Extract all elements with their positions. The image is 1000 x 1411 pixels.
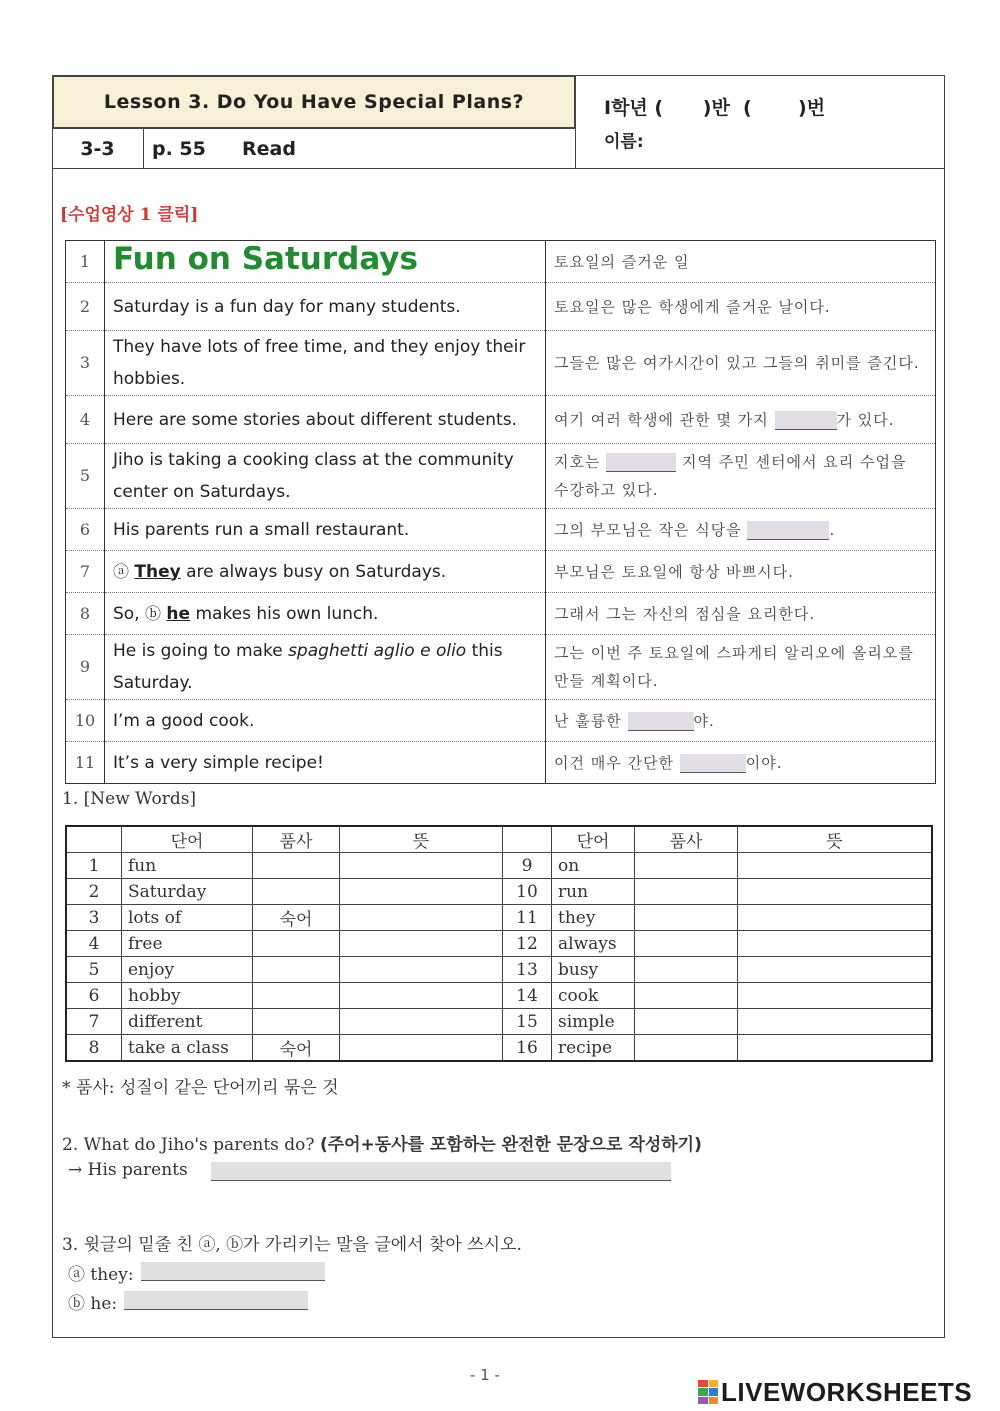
word: free bbox=[122, 931, 253, 957]
meaning-cell[interactable] bbox=[738, 853, 933, 879]
word: recipe bbox=[552, 1035, 635, 1062]
pos-note: * 품사: 성질이 같은 단어끼리 묶은 것 bbox=[62, 1078, 339, 1098]
meaning-cell[interactable] bbox=[738, 957, 933, 983]
pos-cell[interactable] bbox=[635, 957, 738, 983]
english-sentence: He is going to make spaghetti aglio e olio this Saturday. bbox=[105, 635, 546, 700]
pos-cell: 숙어 bbox=[253, 1035, 340, 1062]
table-row bbox=[66, 396, 936, 444]
meaning-cell[interactable] bbox=[738, 879, 933, 905]
word: simple bbox=[552, 1009, 635, 1035]
english-sentence: Saturday is a fun day for many students. bbox=[105, 283, 546, 331]
underlined-word: he bbox=[166, 603, 191, 624]
question-2-prompt: → His parents bbox=[68, 1160, 188, 1180]
col-header: 단어 bbox=[122, 826, 253, 853]
table-row bbox=[66, 331, 936, 396]
english-sentence: ⓐ They are always busy on Saturdays. bbox=[105, 551, 546, 593]
word: run bbox=[552, 879, 635, 905]
table-row bbox=[66, 700, 936, 742]
pos-cell[interactable] bbox=[253, 853, 340, 879]
word: always bbox=[552, 931, 635, 957]
section-number: 3-3 bbox=[52, 129, 144, 168]
word: on bbox=[552, 853, 635, 879]
reading-table bbox=[65, 240, 936, 784]
word: take a class bbox=[122, 1035, 253, 1062]
meaning-cell[interactable] bbox=[340, 957, 503, 983]
translation: 지호는 지역 주민 센터에서 요리 수업을 수강하고 있다. bbox=[546, 444, 936, 509]
answer-field-q3b[interactable] bbox=[124, 1291, 308, 1310]
english-sentence: His parents run a small restaurant. bbox=[105, 509, 546, 551]
pos-cell[interactable] bbox=[253, 983, 340, 1009]
row-number: 1 bbox=[66, 241, 105, 283]
word: cook bbox=[552, 983, 635, 1009]
word: busy bbox=[552, 957, 635, 983]
row-number: 2 bbox=[66, 283, 105, 331]
table-row bbox=[66, 551, 936, 593]
table-row: 3 lots of 숙어 11 they bbox=[66, 905, 932, 931]
new-words-table bbox=[65, 825, 933, 1062]
liveworksheets-logo bbox=[698, 1377, 972, 1407]
table-row: 7 different 15 simple bbox=[66, 1009, 932, 1035]
meaning-cell[interactable] bbox=[738, 983, 933, 1009]
word: different bbox=[122, 1009, 253, 1035]
pos-cell[interactable] bbox=[635, 931, 738, 957]
english-sentence: Jiho is taking a cooking class at the community center on Saturdays. bbox=[105, 444, 546, 509]
table-row bbox=[66, 444, 936, 509]
marker-b: ⓑ bbox=[145, 603, 162, 623]
meaning-cell[interactable] bbox=[340, 1009, 503, 1035]
col-header: 품사 bbox=[253, 826, 340, 853]
translation: 이건 매우 간단한 이야. bbox=[546, 742, 936, 784]
col-header bbox=[66, 826, 122, 853]
translation: 난 훌륭한 야. bbox=[546, 700, 936, 742]
word: Saturday bbox=[122, 879, 253, 905]
table-row: 6 hobby 14 cook bbox=[66, 983, 932, 1009]
underlined-word: They bbox=[134, 561, 181, 582]
table-row: 4 free 12 always bbox=[66, 931, 932, 957]
logo-icon bbox=[698, 1380, 718, 1404]
row-number: 3 bbox=[66, 331, 105, 396]
table-row bbox=[66, 742, 936, 784]
blank-input[interactable] bbox=[747, 521, 829, 540]
pos-cell[interactable] bbox=[635, 1035, 738, 1062]
video-link[interactable]: [수업영상 1 클릭] bbox=[60, 205, 199, 225]
translation: 부모님은 토요일에 항상 바쁘시다. bbox=[546, 551, 936, 593]
lesson-title: Lesson 3. Do You Have Special Plans? bbox=[52, 75, 576, 129]
meaning-cell[interactable] bbox=[738, 1035, 933, 1062]
meaning-cell[interactable] bbox=[340, 853, 503, 879]
blank-input[interactable] bbox=[775, 411, 837, 430]
question-1-title: 1. [New Words] bbox=[62, 789, 197, 809]
meaning-cell[interactable] bbox=[340, 1035, 503, 1062]
row-number: 8 bbox=[66, 593, 105, 635]
question-2: 2. What do Jiho's parents do? (주어+동사를 포함하는 완전한 문장으로 작성하기) bbox=[62, 1135, 702, 1155]
english-sentence: It’s a very simple recipe! bbox=[105, 742, 546, 784]
meaning-cell[interactable] bbox=[340, 905, 503, 931]
translation: 그는 이번 주 토요일에 스파게티 알리오에 올리오를 만들 계획이다. bbox=[546, 635, 936, 700]
meaning-cell[interactable] bbox=[340, 931, 503, 957]
pos-cell[interactable] bbox=[253, 879, 340, 905]
logo-text: LIVEWORKSHEETS bbox=[721, 1376, 973, 1407]
col-header: 품사 bbox=[635, 826, 738, 853]
pos-cell: 숙어 bbox=[253, 905, 340, 931]
pos-cell[interactable] bbox=[253, 957, 340, 983]
table-row: 8 take a class 숙어 16 recipe bbox=[66, 1035, 932, 1062]
blank-input[interactable] bbox=[606, 453, 676, 472]
word: hobby bbox=[122, 983, 253, 1009]
meaning-cell[interactable] bbox=[340, 879, 503, 905]
col-header: 뜻 bbox=[340, 826, 503, 853]
table-row bbox=[66, 593, 936, 635]
meaning-cell[interactable] bbox=[738, 931, 933, 957]
table-row: 5 enjoy 13 busy bbox=[66, 957, 932, 983]
table-row bbox=[66, 241, 936, 283]
grade-class-line: I학년 ( )반 ( )번 bbox=[604, 97, 826, 119]
english-sentence: So, ⓑ he makes his own lunch. bbox=[105, 593, 546, 635]
answer-field-q3a[interactable] bbox=[141, 1262, 325, 1281]
translation: 토요일은 많은 학생에게 즐거운 날이다. bbox=[546, 283, 936, 331]
blank-input[interactable] bbox=[628, 712, 694, 731]
question-3a-label: ⓐ they: bbox=[68, 1265, 134, 1285]
student-info bbox=[576, 75, 945, 169]
table-row: 2 Saturday 10 run bbox=[66, 879, 932, 905]
translation: 여기 여러 학생에 관한 몇 가지 가 있다. bbox=[546, 396, 936, 444]
english-sentence: Here are some stories about different students. bbox=[105, 396, 546, 444]
english-sentence: I’m a good cook. bbox=[105, 700, 546, 742]
row-number: 10 bbox=[66, 700, 105, 742]
word: fun bbox=[122, 853, 253, 879]
marker-a: ⓐ bbox=[113, 561, 130, 581]
meaning-cell[interactable] bbox=[340, 983, 503, 1009]
row-number: 5 bbox=[66, 444, 105, 509]
col-header bbox=[503, 826, 552, 853]
table-row bbox=[66, 509, 936, 551]
reading-title: Fun on Saturdays bbox=[105, 241, 546, 283]
translation: 그들은 많은 여가시간이 있고 그들의 취미를 즐긴다. bbox=[546, 331, 936, 396]
pos-cell[interactable] bbox=[635, 1009, 738, 1035]
page-footer-number: - 1 - bbox=[470, 1366, 500, 1384]
col-header: 단어 bbox=[552, 826, 635, 853]
translation: 그래서 그는 자신의 점심을 요리한다. bbox=[546, 593, 936, 635]
row-number: 4 bbox=[66, 396, 105, 444]
word: lots of bbox=[122, 905, 253, 931]
meaning-cell[interactable] bbox=[738, 1009, 933, 1035]
pos-cell[interactable] bbox=[253, 931, 340, 957]
english-sentence: They have lots of free time, and they enjoy their hobbies. bbox=[105, 331, 546, 396]
pos-cell[interactable] bbox=[635, 905, 738, 931]
pos-cell[interactable] bbox=[635, 983, 738, 1009]
question-2-instruction: (주어+동사를 포함하는 완전한 문장으로 작성하기) bbox=[319, 1135, 702, 1155]
question-3: 3. 윗글의 밑줄 친 ⓐ, ⓑ가 가리키는 말을 글에서 찾아 쓰시오. bbox=[62, 1235, 522, 1255]
row-number: 7 bbox=[66, 551, 105, 593]
meaning-cell[interactable] bbox=[738, 905, 933, 931]
translation: 그의 부모님은 작은 식당을 . bbox=[546, 509, 936, 551]
pos-cell[interactable] bbox=[635, 853, 738, 879]
row-number: 9 bbox=[66, 635, 105, 700]
lesson-subheader bbox=[52, 129, 576, 169]
pos-cell[interactable] bbox=[253, 1009, 340, 1035]
page-number: p. 55 bbox=[152, 137, 206, 160]
table-row bbox=[66, 635, 936, 700]
activity-label: Read bbox=[242, 137, 296, 160]
word: enjoy bbox=[122, 957, 253, 983]
translation: 토요일의 즐거운 일 bbox=[546, 241, 936, 283]
answer-field-q2[interactable] bbox=[211, 1162, 671, 1181]
pos-cell[interactable] bbox=[635, 879, 738, 905]
table-row bbox=[66, 283, 936, 331]
row-number: 6 bbox=[66, 509, 105, 551]
row-number: 11 bbox=[66, 742, 105, 784]
col-header: 뜻 bbox=[738, 826, 933, 853]
name-label: 이름: bbox=[604, 132, 644, 152]
word: they bbox=[552, 905, 635, 931]
question-3b-label: ⓑ he: bbox=[68, 1294, 118, 1314]
table-row: 1 fun 9 on bbox=[66, 853, 932, 879]
blank-input[interactable] bbox=[680, 754, 746, 773]
table-header-row bbox=[66, 826, 932, 853]
